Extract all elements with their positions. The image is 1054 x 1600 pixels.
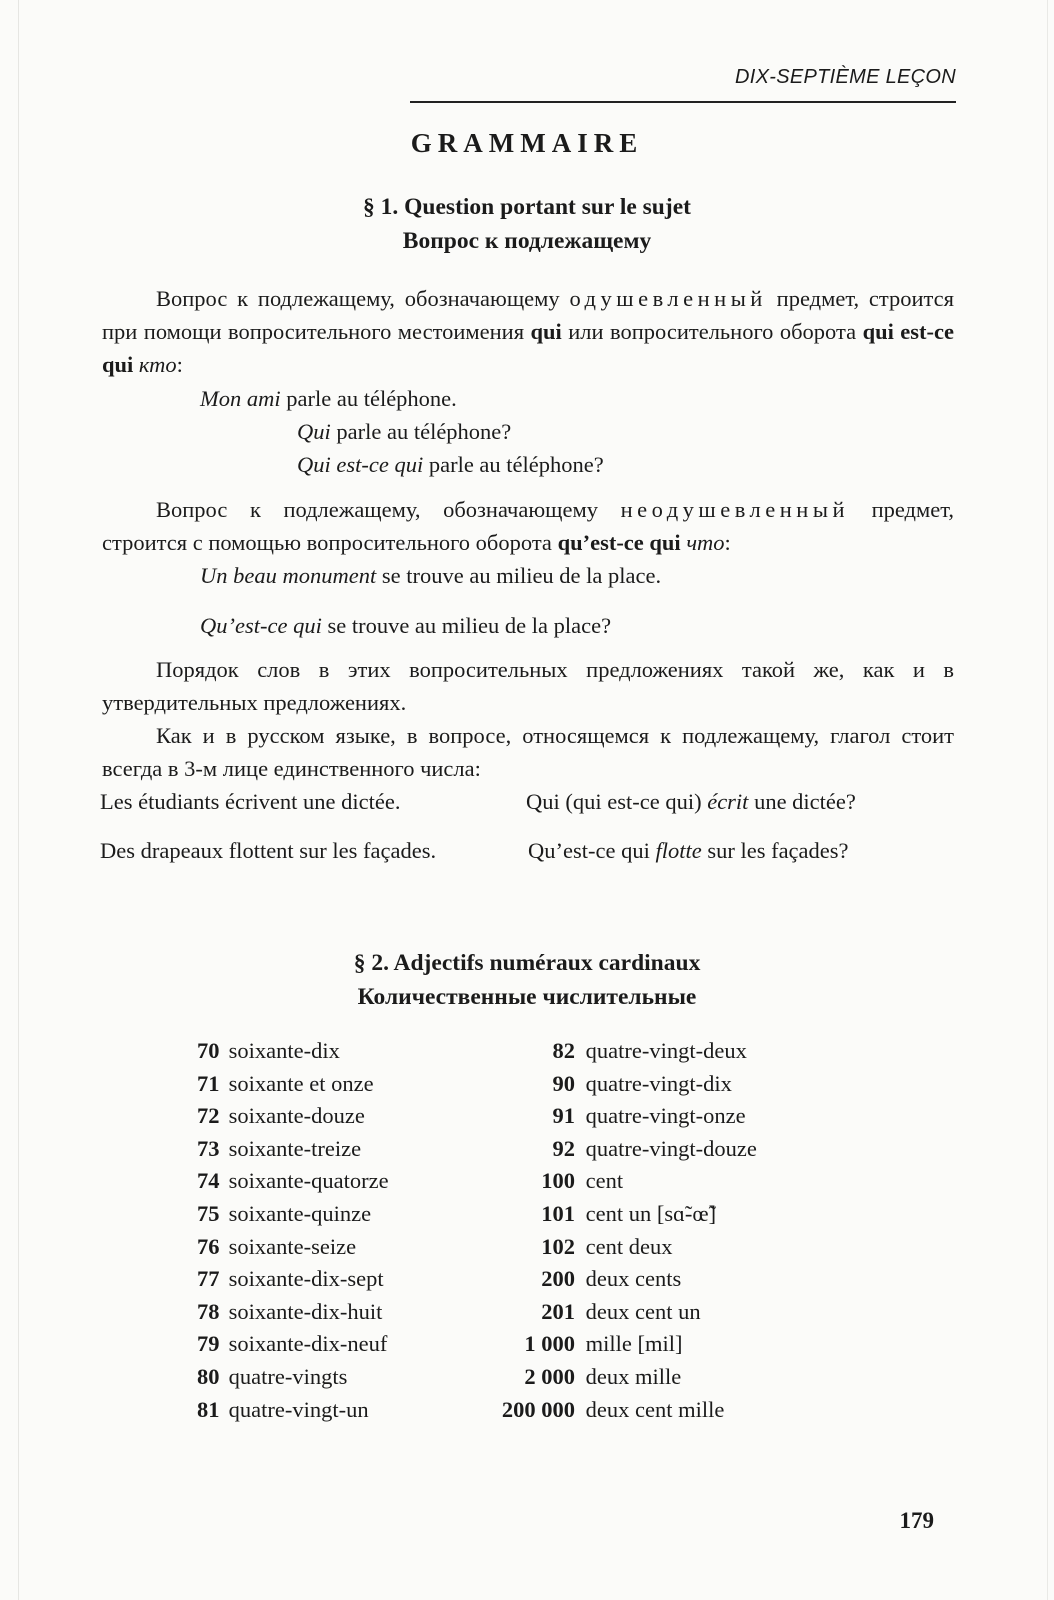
numeral-word: deux cent un [585, 1298, 701, 1324]
numeral-row [197, 1361, 389, 1394]
numeral-row [197, 1068, 389, 1101]
numeral-row [481, 1296, 757, 1329]
paragraph-animate-subject: Вопрос к подлежащему, обозначающему одушевленный предмет, строится при помощи вопросительного местоимения qui или вопросительного оборота qui est-ce qui кто: [102, 286, 955, 377]
numeral-word: quatre-vingt-dix [585, 1070, 732, 1096]
numeral-digits: 79 [197, 1331, 220, 1357]
numeral-word: quatre-vingt-douze [585, 1135, 757, 1161]
numeral-word: cent [585, 1168, 624, 1194]
numeral-digits: 91 [552, 1103, 575, 1129]
running-head: DIX-SEPTIÈME LEÇON [735, 66, 956, 88]
example-statement: Des drapeaux flottent sur les façades. [100, 838, 437, 863]
numeral-word: cent deux [585, 1233, 673, 1259]
numeral-word: soixante-douze [228, 1103, 365, 1129]
numeral-word: soixante-seize [228, 1233, 357, 1259]
numeral-digits: 75 [197, 1200, 220, 1226]
numeral-word: quatre-vingt-onze [585, 1103, 746, 1129]
numeral-digits: 74 [197, 1168, 220, 1194]
numeral-digits: 77 [197, 1266, 220, 1292]
numeral-word: quatre-vingt-un [228, 1396, 369, 1422]
numeral-word: soixante-dix-sept [228, 1266, 384, 1292]
numeral-row [481, 1263, 757, 1296]
numeral-digits: 80 [197, 1363, 220, 1389]
numeral-digits: 200 [541, 1266, 575, 1292]
numeral-word: deux mille [585, 1363, 682, 1389]
numeral-word: soixante-dix [228, 1038, 340, 1063]
numeral-row [197, 1231, 389, 1264]
example-question: Qu’est-ce qui flotte sur les façades? [528, 838, 849, 863]
numeral-row [481, 1100, 757, 1133]
numeral-word: soixante-quatorze [228, 1168, 389, 1194]
numeral-row [197, 1100, 389, 1133]
numerals-right-column [481, 1035, 757, 1426]
numeral-digits: 81 [197, 1396, 220, 1422]
example-line: Qu’est-ce qui se trouve au milieu de la place? [200, 613, 612, 638]
numeral-word: quatre-vingts [228, 1363, 348, 1389]
example-line: Mon ami parle au téléphone. [200, 386, 457, 411]
numeral-word: soixante-dix-neuf [228, 1331, 388, 1357]
example-question: Qui (qui est-ce qui) écrit une dictée? [526, 789, 856, 814]
numeral-digits: 100 [541, 1168, 575, 1194]
numeral-digits: 71 [197, 1070, 220, 1096]
section1-heading-ru: Вопрос к подлежащему [402, 228, 652, 254]
numeral-row [197, 1296, 389, 1329]
numeral-word: cent un [sɑ̃-œ̃] [585, 1200, 717, 1226]
numeral-word: deux cents [585, 1266, 682, 1292]
numeral-row [481, 1198, 757, 1231]
section2-heading-ru: Количественные числительные [357, 984, 697, 1010]
numeral-word: soixante-quinze [228, 1200, 372, 1226]
numeral-row [197, 1198, 389, 1231]
paragraph-inanimate-subject: Вопрос к подлежащему, обозначающему неодушевленный предмет, строится с помощью вопросительного оборота qu’est-ce qui что: [102, 497, 955, 555]
numeral-row [197, 1133, 389, 1166]
section1-heading-fr: § 1. Question portant sur le sujet [363, 194, 691, 220]
numeral-row [197, 1394, 389, 1427]
numeral-digits: 82 [552, 1038, 575, 1063]
numeral-digits: 200 000 [501, 1396, 575, 1422]
numeral-word: mille [mil] [585, 1331, 683, 1357]
numeral-digits: 1 000 [524, 1331, 575, 1357]
numeral-row [481, 1231, 757, 1264]
section2-heading-fr: § 2. Adjectifs numéraux cardinaux [353, 950, 701, 976]
page-number: 179 [899, 1508, 934, 1533]
numeral-word: deux cent mille [585, 1396, 725, 1422]
numeral-row [481, 1035, 757, 1068]
header-rule [410, 101, 956, 103]
numerals-left-column [197, 1035, 389, 1426]
numeral-row [197, 1263, 389, 1296]
numeral-digits: 76 [197, 1233, 220, 1259]
numeral-digits: 92 [552, 1135, 575, 1161]
numeral-digits: 73 [197, 1135, 220, 1161]
example-line: Un beau monument se trouve au milieu de la place. [200, 563, 662, 588]
numeral-digits: 102 [541, 1233, 575, 1259]
numeral-row [481, 1394, 757, 1427]
numeral-word: soixante-dix-huit [228, 1298, 383, 1324]
paragraph-word-order: Порядок слов в этих вопросительных предложениях такой же, как и в утвердительных предложениях. [102, 657, 954, 715]
numeral-digits: 90 [552, 1070, 575, 1096]
numeral-digits: 72 [197, 1103, 220, 1129]
numeral-row [481, 1361, 757, 1394]
numeral-word: soixante-treize [228, 1135, 362, 1161]
numeral-row [481, 1068, 757, 1101]
paragraph-verb-agreement: Как и в русском языке, в вопросе, относящемся к подлежащему, глагол стоит всегда в 3-м лице единственного числа: [102, 723, 954, 781]
numeral-row [481, 1165, 757, 1198]
numeral-row [481, 1133, 757, 1166]
numeral-digits: 101 [541, 1200, 575, 1226]
example-line: Qui parle au téléphone? [297, 419, 512, 444]
section-title: GRAMMAIRE [410, 128, 644, 158]
numeral-digits: 201 [541, 1298, 575, 1324]
numeral-row [197, 1328, 389, 1361]
example-line: Qui est-ce qui parle au téléphone? [297, 452, 604, 477]
numeral-word: soixante et onze [228, 1070, 374, 1096]
numeral-row [197, 1035, 389, 1068]
numeral-row [481, 1328, 757, 1361]
numeral-digits: 70 [197, 1038, 220, 1063]
numeral-word: quatre-vingt-deux [585, 1038, 747, 1063]
numeral-row [197, 1165, 389, 1198]
numeral-digits: 78 [197, 1298, 220, 1324]
example-statement: Les étudiants écrivent une dictée. [100, 789, 401, 814]
numeral-digits: 2 000 [524, 1363, 575, 1389]
